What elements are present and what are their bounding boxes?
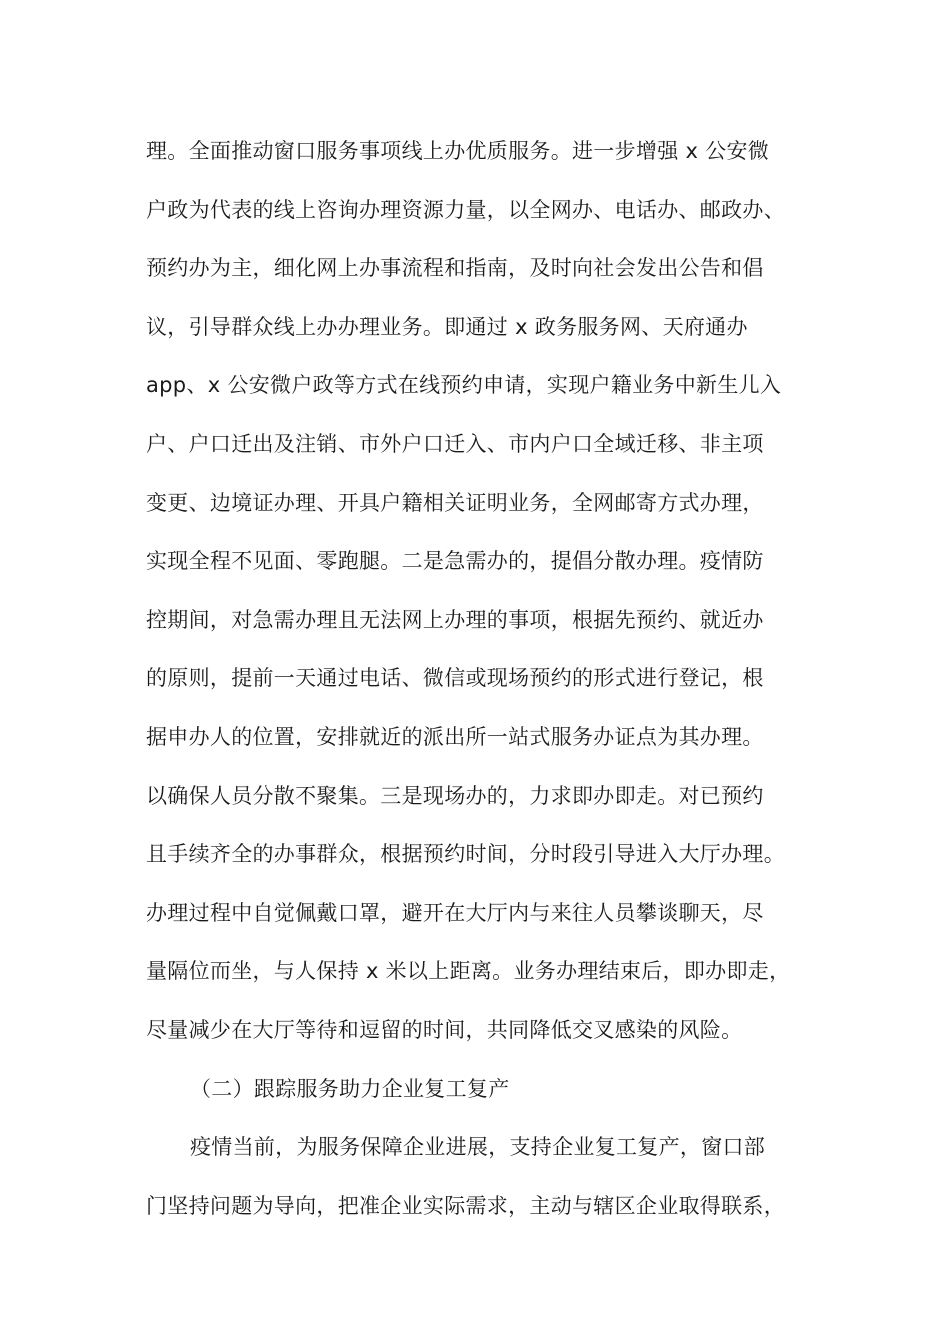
- text-line: 理。全面推动窗口服务事项线上办优质服务。进一步增强 x 公安微: [146, 139, 770, 163]
- text-line: 变更、边境证办理、开具户籍相关证明业务，全网邮寄方式办理，: [146, 490, 764, 515]
- text-line: 办理过程中自觉佩戴口罩，避开在大厅内与来往人员攀谈聊天，尽: [146, 900, 764, 925]
- text-line: 控期间，对急需办理且无法网上办理的事项，根据先预约、就近办: [146, 607, 764, 632]
- text-line: 疫情当前，为服务保障企业进展，支持企业复工复产，窗口部: [190, 1135, 766, 1160]
- text-line: 议，引导群众线上办办理业务。即通过 x 政务服务网、天府通办: [146, 314, 748, 339]
- text-line: app、x 公安微户政等方式在线预约申请，实现户籍业务中新生儿入: [146, 373, 782, 398]
- section-heading: （二）跟踪服务助力企业复工复产: [190, 1076, 510, 1101]
- text-line: 尽量减少在大厅等待和逗留的时间，共同降低交叉感染的风险。: [146, 1017, 743, 1042]
- text-line: 以确保人员分散不聚集。三是现场办的，力求即办即走。对已预约: [146, 783, 764, 808]
- body-text: [146, 128, 836, 1241]
- text-line: 户、户口迁出及注销、市外户口迁入、市内户口全域迁移、非主项: [146, 431, 764, 456]
- text-line: 量隔位而坐，与人保持 x 米以上距离。业务办理结束后，即办即走，: [146, 959, 791, 984]
- text-line: 的原则，提前一天通过电话、微信或现场预约的形式进行登记，根: [146, 666, 764, 691]
- text-line: 实现全程不见面、零跑腿。二是急需办的，提倡分散办理。疫情防: [146, 549, 764, 574]
- text-line: 预约办为主，细化网上办事流程和指南，及时向社会发出公告和倡: [146, 256, 764, 281]
- text-line: 据申办人的位置，安排就近的派出所一站式服务办证点为其办理。: [146, 724, 764, 749]
- text-line: 户政为代表的线上咨询办理资源力量，以全网办、电话办、邮政办、: [146, 197, 785, 222]
- text-line: 且手续齐全的办事群众，根据预约时间，分时段引导进入大厅办理。: [146, 842, 785, 867]
- text-line: 门坚持问题为导向，把准企业实际需求，主动与辖区企业取得联系，: [146, 1193, 785, 1218]
